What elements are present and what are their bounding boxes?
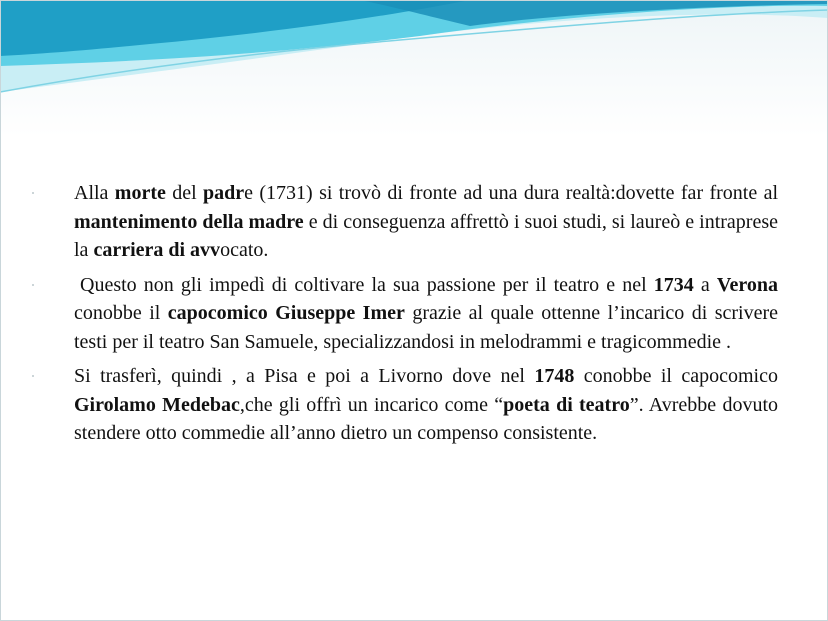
bullet-marker bbox=[32, 284, 34, 286]
text-run: ”. Avrebbe dovuto stendere otto commedie all’anno dietro un compenso consistente. bbox=[74, 393, 778, 444]
bold-text: mantenimento della madre bbox=[74, 210, 304, 233]
text-run: Si trasferì, quindi , a Pisa e poi a Livorno dove nel bbox=[74, 365, 535, 387]
bold-text: carriera di avv bbox=[93, 239, 221, 261]
bold-text: padr bbox=[203, 182, 245, 204]
bold-text: capocomico Giuseppe Imer bbox=[167, 302, 405, 324]
slide-body-text bbox=[74, 179, 778, 454]
text-run: Alla bbox=[74, 182, 115, 204]
bold-text: 1734 bbox=[653, 273, 694, 296]
paragraph-2 bbox=[74, 271, 778, 357]
header-wave-decoration bbox=[0, 0, 828, 140]
bullet-marker bbox=[32, 375, 34, 377]
text-run: e di conseguenza affrettò i suoi studi, si laureò e intraprese la bbox=[74, 210, 779, 261]
bold-text: morte bbox=[114, 182, 166, 204]
bold-text: Girolamo Medebac bbox=[74, 393, 240, 416]
text-run: ,che gli offrì un incarico come “ bbox=[239, 393, 504, 416]
text-run: e (1731) si trovò di fronte ad una dura realtà:dovette far fronte al bbox=[244, 182, 778, 204]
text-run: Questo non gli impedì di coltivare la sua passione per il teatro e nel bbox=[80, 273, 654, 296]
text-run: a bbox=[693, 273, 717, 296]
bold-text: poeta di teatro bbox=[503, 393, 630, 416]
text-run: grazie al quale ottenne l’incarico di scrivere testi per il teatro San Samuele, specializzandosi in melodrammi e tragicommedie . bbox=[74, 302, 779, 353]
bullet-marker bbox=[32, 192, 34, 194]
text-run: conobbe il bbox=[74, 302, 168, 324]
paragraph-1 bbox=[74, 179, 778, 265]
paragraph-3 bbox=[74, 362, 778, 448]
bold-text: 1748 bbox=[534, 365, 575, 387]
text-run: conobbe il capocomico bbox=[574, 365, 778, 387]
text-run: ocato. bbox=[220, 239, 269, 261]
bold-text: Verona bbox=[716, 273, 778, 296]
text-run: del bbox=[165, 182, 204, 204]
